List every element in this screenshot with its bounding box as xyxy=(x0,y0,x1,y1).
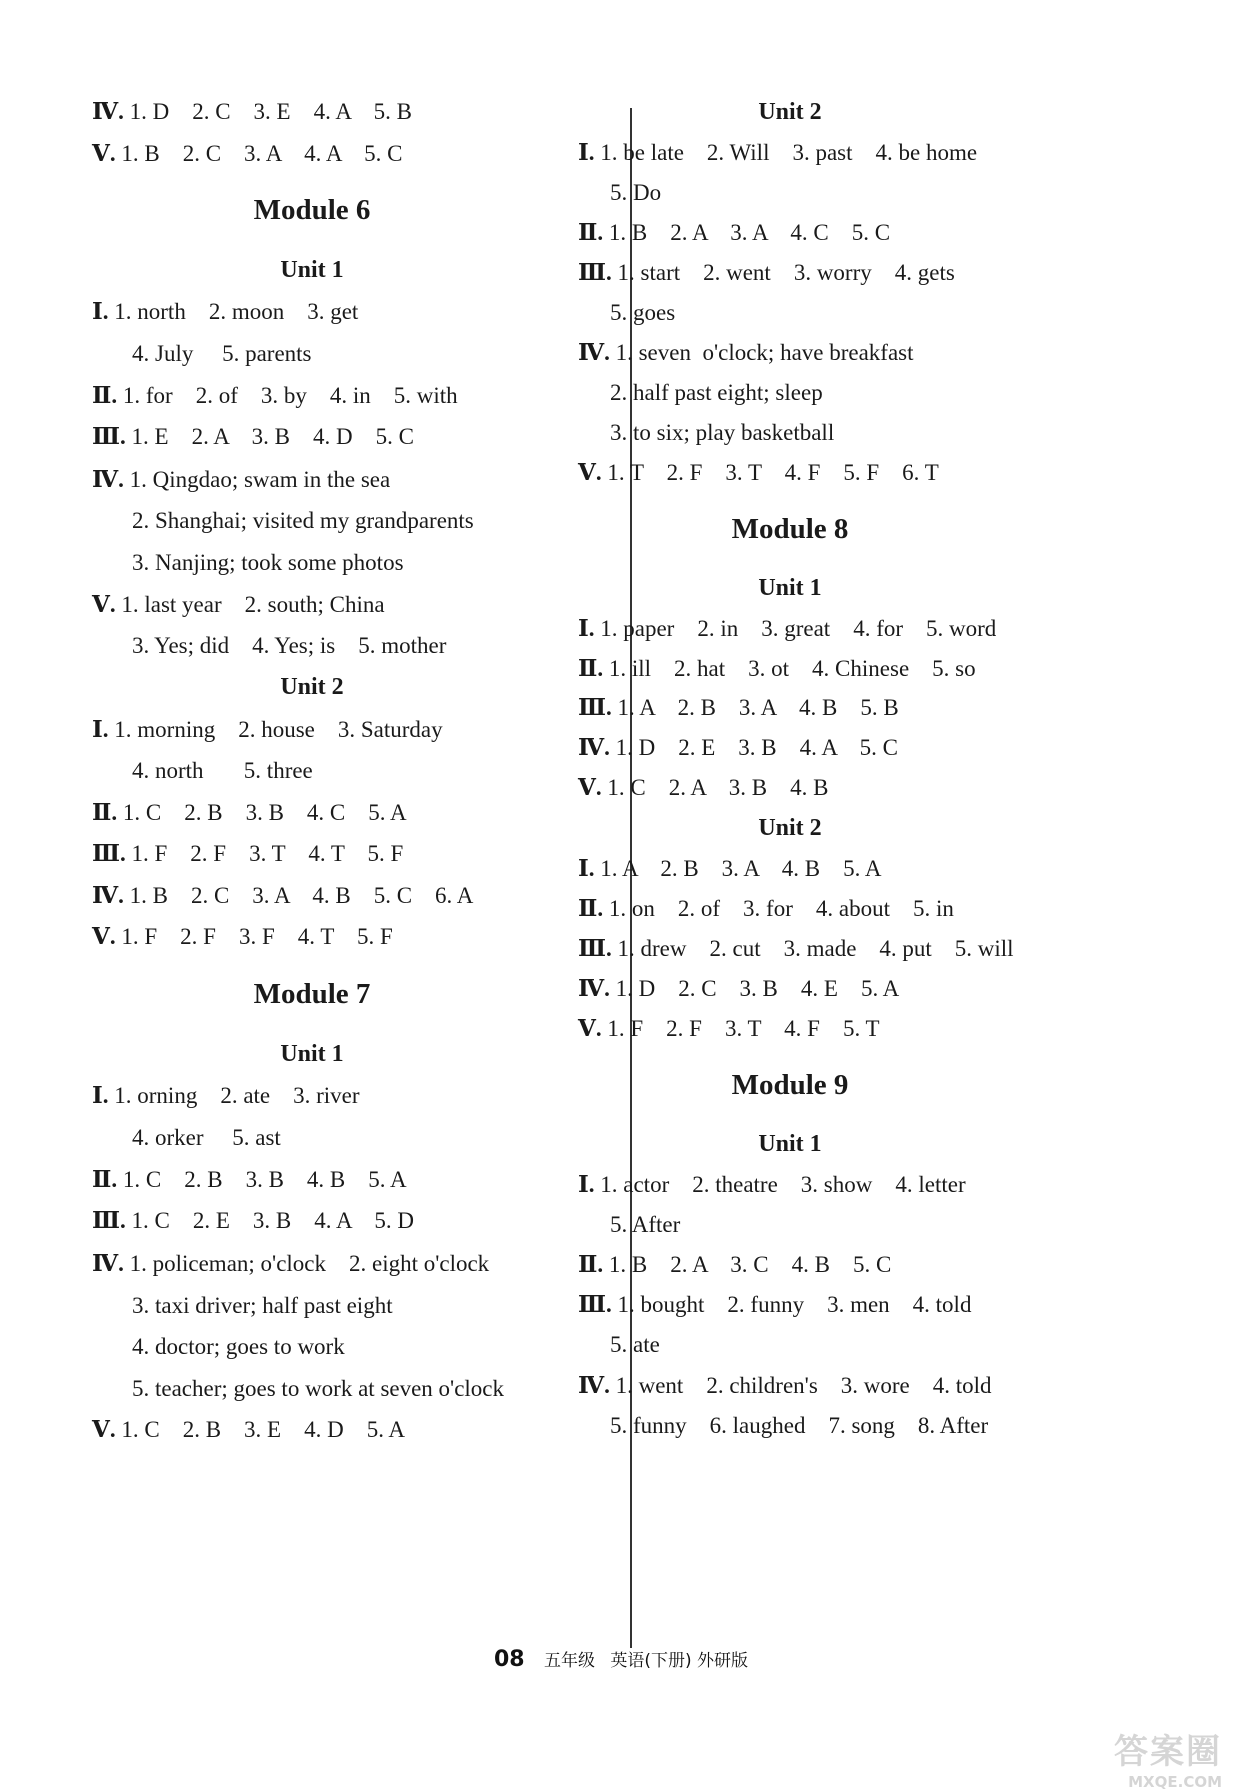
answer-continuation: 2. half past eight; sleep xyxy=(610,380,823,405)
answer-text: 1. bought 2. funny 3. men 4. told xyxy=(611,1292,972,1317)
answer-text: 1. C 2. E 3. B 4. A 5. D xyxy=(125,1208,414,1233)
answer-line xyxy=(92,466,390,494)
answer-continuation: 2. Shanghai; visited my grandparents xyxy=(132,508,474,533)
answer-continuation: 3. Yes; did 4. Yes; is 5. mother xyxy=(132,633,447,658)
answer-text: 1. C 2. B 3. B 4. C 5. A xyxy=(117,800,407,825)
answer-text: 1. C 2. B 3. B 4. B 5. A xyxy=(117,1167,407,1192)
section-numeral: Ⅲ. xyxy=(578,936,612,961)
section-numeral: Ⅰ. xyxy=(578,616,595,641)
edition-label: 外研版 xyxy=(697,1651,749,1671)
section-numeral: Ⅱ. xyxy=(578,1252,604,1277)
module-heading: Module 9 xyxy=(731,1069,849,1101)
right-column xyxy=(578,0,1196,1700)
section-numeral: Ⅳ. xyxy=(92,883,124,908)
subject-label: 英语(下册) xyxy=(610,1651,692,1671)
section-numeral: Ⅴ. xyxy=(92,1417,116,1442)
section-numeral: Ⅰ. xyxy=(578,1172,595,1197)
answer-line xyxy=(578,734,898,762)
section-numeral: Ⅲ. xyxy=(92,424,126,449)
answer-continuation: 5. Do xyxy=(610,180,662,205)
unit-heading: Unit 1 xyxy=(280,257,344,283)
section-numeral: Ⅰ. xyxy=(92,717,109,742)
answer-line xyxy=(92,298,358,326)
answer-text: 1. F 2. F 3. F 4. T 5. F xyxy=(115,924,393,949)
answer-text: 1. drew 2. cut 3. made 4. put 5. will xyxy=(611,936,1014,961)
watermark-logo xyxy=(1072,1724,1222,1791)
section-numeral: Ⅰ. xyxy=(578,856,595,881)
unit-heading: Unit 1 xyxy=(758,575,822,601)
answer-text: 1. last year 2. south; China xyxy=(115,592,385,617)
answer-text: 1. start 2. went 3. worry 4. gets xyxy=(611,260,955,285)
unit-heading: Unit 2 xyxy=(280,674,344,700)
answer-text: 1. F 2. F 3. T 4. T 5. F xyxy=(125,841,404,866)
answer-continuation: 4. north 5. three xyxy=(132,758,313,783)
answer-text: 1. E 2. A 3. B 4. D 5. C xyxy=(125,424,414,449)
answer-line xyxy=(92,1166,407,1194)
watermark-glyphs: 答案圈 xyxy=(1114,1732,1222,1772)
section-numeral: Ⅲ. xyxy=(92,1208,126,1233)
left-column xyxy=(0,0,560,1700)
answer-line xyxy=(578,975,899,1003)
module-heading: Module 8 xyxy=(731,513,849,545)
answer-line xyxy=(92,1207,414,1235)
answer-text: 1. A 2. B 3. A 4. B 5. B xyxy=(611,695,899,720)
answer-line xyxy=(578,219,890,247)
section-numeral: Ⅱ. xyxy=(578,896,604,921)
answer-text: 1. be late 2. Will 3. past 4. be home xyxy=(594,140,978,165)
section-numeral: Ⅳ. xyxy=(92,467,124,492)
answer-line xyxy=(578,895,954,923)
answer-line xyxy=(92,140,403,168)
answer-text: 1. B 2. C 3. A 4. A 5. C xyxy=(115,141,403,166)
answer-continuation: 3. to six; play basketball xyxy=(610,420,835,445)
watermark-url: MXQE.COM xyxy=(1128,1773,1222,1791)
section-numeral: Ⅱ. xyxy=(578,656,604,681)
answer-text: 1. B 2. A 3. A 4. C 5. C xyxy=(603,220,891,245)
answer-line xyxy=(578,1291,971,1319)
answer-line xyxy=(92,591,385,619)
answer-line xyxy=(578,655,976,683)
answer-text: 1. on 2. of 3. for 4. about 5. in xyxy=(603,896,954,921)
answer-line xyxy=(578,459,939,487)
answer-line xyxy=(578,1171,966,1199)
answer-line xyxy=(92,423,414,451)
answer-line xyxy=(578,339,914,367)
answer-text: 1. C 2. B 3. E 4. D 5. A xyxy=(115,1417,406,1442)
section-numeral: Ⅴ. xyxy=(578,775,602,800)
section-numeral: Ⅳ. xyxy=(578,1373,610,1398)
module-heading: Module 7 xyxy=(253,978,371,1010)
section-numeral: Ⅴ. xyxy=(92,141,116,166)
answer-continuation: 3. Nanjing; took some photos xyxy=(132,550,404,575)
answer-text: 1. morning 2. house 3. Saturday xyxy=(108,717,443,742)
section-numeral: Ⅳ. xyxy=(92,99,124,124)
answer-text: 1. D 2. C 3. E 4. A 5. B xyxy=(123,99,413,124)
answer-line xyxy=(578,855,881,883)
answer-line xyxy=(578,694,899,722)
answer-continuation: 5. ate xyxy=(610,1332,660,1357)
section-numeral: Ⅱ. xyxy=(578,220,604,245)
section-numeral: Ⅴ. xyxy=(578,460,602,485)
section-numeral: Ⅱ. xyxy=(92,383,118,408)
answer-text: 1. D 2. C 3. B 4. E 5. A xyxy=(609,976,900,1001)
answer-text: 1. policeman; o'clock 2. eight o'clock xyxy=(123,1251,490,1276)
page-number: 08 xyxy=(493,1647,525,1672)
section-numeral: Ⅰ. xyxy=(578,140,595,165)
answer-line xyxy=(92,1250,489,1278)
answer-text: 1. paper 2. in 3. great 4. for 5. word xyxy=(594,616,997,641)
answer-continuation: 4. orker 5. ast xyxy=(132,1125,281,1150)
page-footer xyxy=(0,1646,1242,1672)
unit-heading: Unit 2 xyxy=(758,815,822,841)
section-numeral: Ⅴ. xyxy=(92,592,116,617)
unit-heading: Unit 1 xyxy=(758,1131,822,1157)
section-numeral: Ⅳ. xyxy=(578,735,610,760)
section-numeral: Ⅳ. xyxy=(92,1251,124,1276)
answer-text: 1. orning 2. ate 3. river xyxy=(108,1083,360,1108)
section-numeral: Ⅰ. xyxy=(92,1083,109,1108)
unit-heading: Unit 1 xyxy=(280,1041,344,1067)
section-numeral: Ⅴ. xyxy=(578,1016,602,1041)
answer-text: 1. B 2. A 3. C 4. B 5. C xyxy=(603,1252,892,1277)
answer-line xyxy=(578,259,955,287)
answer-line xyxy=(578,615,996,643)
answer-text: 1. C 2. A 3. B 4. B xyxy=(601,775,829,800)
answer-continuation: 4. doctor; goes to work xyxy=(132,1334,345,1359)
section-numeral: Ⅲ. xyxy=(578,1292,612,1317)
answer-line xyxy=(92,882,473,910)
answer-text: 1. F 2. F 3. T 4. F 5. T xyxy=(601,1016,880,1041)
answer-line xyxy=(578,774,828,802)
answer-text: 1. ill 2. hat 3. ot 4. Chinese 5. so xyxy=(603,656,976,681)
answer-continuation: 5. goes xyxy=(610,300,676,325)
answer-text: 1. T 2. F 3. T 4. F 5. F 6. T xyxy=(601,460,939,485)
answer-line xyxy=(92,716,443,744)
answer-text: 1. for 2. of 3. by 4. in 5. with xyxy=(117,383,458,408)
answer-continuation: 5. teacher; goes to work at seven o'clock xyxy=(132,1376,505,1401)
answer-line xyxy=(92,799,407,827)
answer-text: 1. north 2. moon 3. get xyxy=(108,299,359,324)
module-heading: Module 6 xyxy=(253,194,371,226)
section-numeral: Ⅰ. xyxy=(92,299,109,324)
answer-continuation: 5. After xyxy=(610,1212,681,1237)
section-numeral: Ⅱ. xyxy=(92,800,118,825)
answer-text: 1. D 2. E 3. B 4. A 5. C xyxy=(609,735,899,760)
answer-line xyxy=(92,382,458,410)
answer-text: 1. B 2. C 3. A 4. B 5. C 6. A xyxy=(123,883,474,908)
answer-line xyxy=(578,139,977,167)
answer-line xyxy=(578,935,1014,963)
answer-text: 1. actor 2. theatre 3. show 4. letter xyxy=(594,1172,966,1197)
section-numeral: Ⅳ. xyxy=(578,976,610,1001)
answer-line xyxy=(92,1416,405,1444)
answer-line xyxy=(578,1251,891,1279)
section-numeral: Ⅲ. xyxy=(578,260,612,285)
answer-text: 1. went 2. children's 3. wore 4. told xyxy=(609,1373,992,1398)
answer-line xyxy=(92,923,393,951)
unit-heading: Unit 2 xyxy=(758,99,822,125)
section-numeral: Ⅲ. xyxy=(578,695,612,720)
answer-continuation: 4. July 5. parents xyxy=(132,341,312,366)
answer-line xyxy=(92,1082,360,1110)
section-numeral: Ⅲ. xyxy=(92,841,126,866)
section-numeral: Ⅳ. xyxy=(578,340,610,365)
answer-text: 1. A 2. B 3. A 4. B 5. A xyxy=(594,856,882,881)
answer-line xyxy=(578,1372,992,1400)
answer-continuation: 5. funny 6. laughed 7. song 8. After xyxy=(610,1413,989,1438)
answer-text: 1. Qingdao; swam in the sea xyxy=(123,467,391,492)
answer-line xyxy=(92,98,412,126)
grade-label: 五年级 xyxy=(543,1651,595,1671)
answer-continuation: 3. taxi driver; half past eight xyxy=(132,1293,393,1318)
answer-line xyxy=(578,1015,880,1043)
section-numeral: Ⅴ. xyxy=(92,924,116,949)
section-numeral: Ⅱ. xyxy=(92,1167,118,1192)
answer-line xyxy=(92,840,403,868)
answer-text: 1. seven o'clock; have breakfast xyxy=(609,340,914,365)
